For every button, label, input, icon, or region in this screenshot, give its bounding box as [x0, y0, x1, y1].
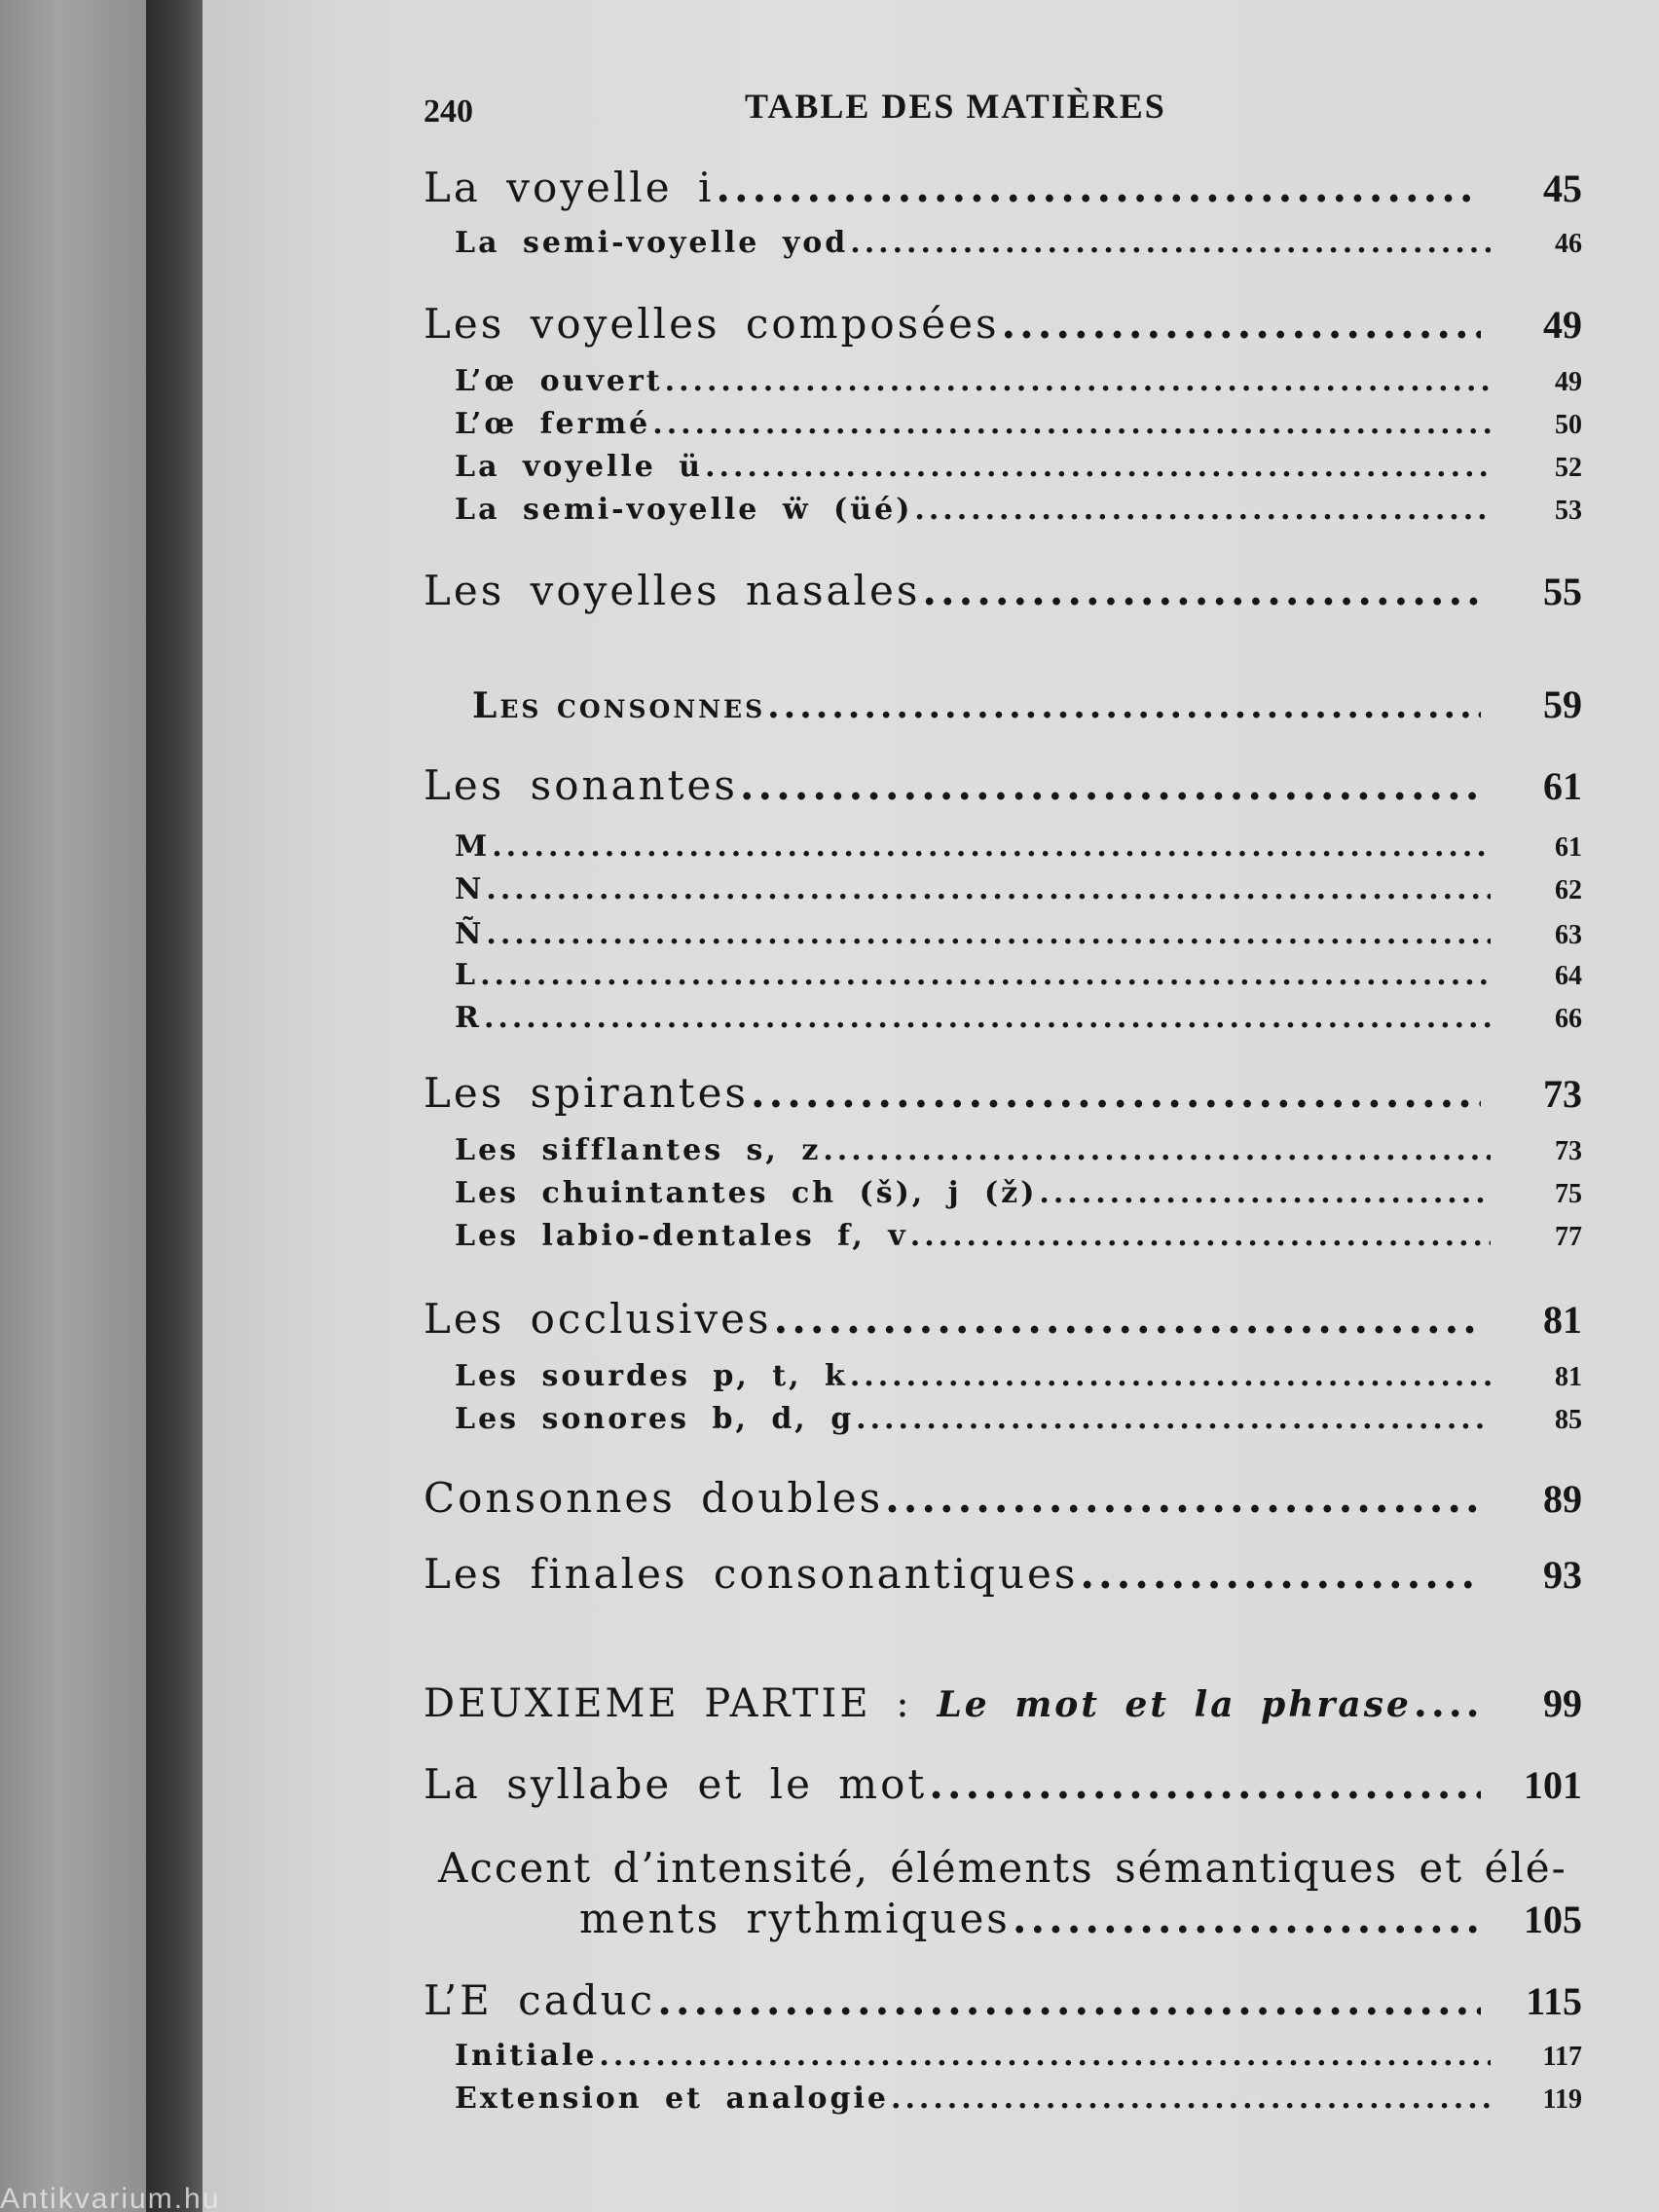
toc-entry-page: 64 [1555, 961, 1582, 991]
toc-entry-initiale[interactable] [455, 2039, 1582, 2073]
dot-leader [657, 1976, 1481, 2024]
toc-entry-voyelle-i[interactable] [424, 164, 1582, 211]
toc-entry-label: Les chuintantes ch (š), j (ž) [455, 1176, 1038, 1210]
toc-entry-r[interactable] [455, 1001, 1582, 1035]
toc-entry-label: N [455, 872, 485, 906]
toc-entry-oe-ferme[interactable] [455, 407, 1582, 441]
dot-leader [850, 226, 1491, 260]
toc-entry-page: 59 [1543, 682, 1582, 726]
dot-leader [705, 450, 1491, 484]
toc-entry-page: 81 [1543, 1298, 1582, 1342]
dot-leader [1080, 1550, 1481, 1598]
toc-entry-occlusives[interactable] [424, 1295, 1582, 1343]
toc-entry-page: 105 [1524, 1898, 1582, 1941]
toc-entry-sonores[interactable] [455, 1402, 1582, 1436]
toc-entry-label: Extension et analogie [455, 2082, 890, 2116]
toc-entry-label: Initiale [455, 2039, 598, 2073]
dot-leader [1414, 1680, 1481, 1726]
dot-leader [1039, 1176, 1491, 1210]
toc-entry-label: Les occlusives [424, 1295, 772, 1343]
toc-entry-label: L’œ ouvert [455, 364, 663, 398]
toc-entry-page: 49 [1543, 303, 1582, 347]
toc-entry-label: Les spirantes [424, 1069, 749, 1117]
dot-leader [1013, 1895, 1481, 1942]
dot-leader [914, 493, 1491, 527]
toc-entry-label: La voyelle ü [455, 450, 704, 484]
toc-entry-voyelle-u[interactable] [455, 450, 1582, 484]
toc-entry-label: L’œ fermé [455, 407, 651, 441]
toc-entry-label: R [455, 1001, 482, 1035]
toc-entry-page: 101 [1524, 1763, 1582, 1807]
toc-entry-page: 61 [1555, 832, 1582, 863]
toc-entry-sonantes[interactable] [424, 761, 1582, 809]
toc-entry-n-tilde[interactable] [455, 917, 1582, 951]
toc-entry-semi-voyelle-yod[interactable] [455, 226, 1582, 260]
dot-leader [480, 958, 1491, 992]
dot-leader [486, 917, 1491, 951]
toc-entry-finales-consonantiques[interactable] [424, 1550, 1582, 1598]
toc-entry-chuintantes[interactable] [455, 1176, 1582, 1210]
toc-entry-page: 89 [1543, 1477, 1582, 1521]
part-title: Le mot et la phrase [937, 1684, 1412, 1725]
toc-entry-page: 77 [1555, 1222, 1582, 1252]
toc-entry-page: 66 [1555, 1004, 1582, 1034]
toc-entry-e-caduc[interactable] [424, 1976, 1582, 2024]
toc-entry-page: 61 [1543, 764, 1582, 808]
toc-entry-label: L’E caduc [424, 1976, 656, 2024]
toc-entry-label: La syllabe et le mot [424, 1760, 928, 1808]
toc-entry-page: 52 [1555, 453, 1582, 483]
part-number: DEUXIEME PARTIE : [424, 1681, 912, 1726]
toc-entry-page: 85 [1555, 1405, 1582, 1435]
toc-entry-page: 81 [1555, 1362, 1582, 1392]
dot-leader [856, 1402, 1491, 1436]
toc-entry-page: 55 [1543, 570, 1582, 613]
toc-entry-label: La semi-voyelle yod [455, 226, 849, 260]
dot-leader [740, 761, 1481, 809]
toc-entry-page: 63 [1555, 920, 1582, 950]
toc-entry-label: ments rythmiques [579, 1895, 1011, 1942]
toc-entry-voyelles-composees[interactable] [424, 300, 1582, 348]
toc-entry-page: 119 [1542, 2084, 1582, 2115]
watermark-text: Antikvarium.hu [0, 2183, 221, 2212]
toc-entry-label: L [455, 958, 479, 992]
dot-leader [767, 685, 1481, 726]
toc-entry-label: Les voyelles composées [424, 300, 1000, 348]
dot-leader [492, 830, 1491, 864]
dot-leader [484, 1001, 1491, 1035]
toc-part-deuxieme-partie[interactable] [424, 1680, 1582, 1726]
dot-leader [599, 2039, 1491, 2073]
dot-leader [922, 567, 1481, 614]
toc-entry-label: Ñ [455, 917, 485, 951]
dot-leader [716, 164, 1481, 211]
toc-entry-oe-ouvert[interactable] [455, 364, 1582, 398]
book-spine [0, 0, 146, 2212]
page-title: TABLE DES MATIÈRES [745, 87, 1166, 126]
toc-entry-m[interactable] [455, 830, 1582, 864]
toc-entry-label: La voyelle i [424, 164, 715, 211]
dot-leader [751, 1069, 1481, 1117]
dot-leader [885, 1474, 1481, 1522]
toc-entry-accent-line1[interactable]: Accent d’intensité, éléments sémantiques et élé- [438, 1844, 1567, 1892]
toc-entry-page: 73 [1543, 1072, 1582, 1116]
toc-entry-sourdes[interactable] [455, 1359, 1582, 1393]
toc-entry-page: 93 [1543, 1553, 1582, 1597]
toc-entry-consonnes-doubles[interactable] [424, 1474, 1582, 1522]
toc-entry-page: 45 [1543, 166, 1582, 210]
dot-leader [774, 1295, 1481, 1343]
toc-entry-page: 117 [1542, 2042, 1582, 2072]
toc-entry-label: M [455, 830, 491, 864]
toc-section-label: Les consonnes [472, 685, 766, 726]
dot-leader [1002, 300, 1482, 348]
toc-entry-spirantes[interactable] [424, 1069, 1582, 1117]
dot-leader [665, 364, 1491, 398]
toc-entry-label: Consonnes doubles [424, 1474, 884, 1522]
dot-leader [910, 1219, 1491, 1253]
dot-leader [652, 407, 1491, 441]
toc-entry-label: Les sifflantes s, z [455, 1133, 822, 1167]
toc-entry-label: Les labio-dentales f, v [455, 1219, 908, 1253]
dot-leader [823, 1133, 1491, 1167]
toc-entry-extension[interactable] [455, 2082, 1582, 2116]
toc-entry-voyelles-nasales[interactable] [424, 567, 1582, 614]
toc-entry-page: 73 [1555, 1136, 1582, 1166]
toc-entry-page: 46 [1555, 229, 1582, 259]
toc-entry-page: 99 [1543, 1681, 1582, 1725]
toc-entry-labio-dentales[interactable] [455, 1219, 1582, 1253]
toc-section-consonnes[interactable] [472, 682, 1582, 727]
toc-entry-sifflantes[interactable] [455, 1133, 1582, 1167]
toc-entry-page: 62 [1555, 875, 1582, 905]
toc-entry-semi-voyelle-w[interactable] [455, 493, 1582, 527]
toc-entry-l[interactable] [455, 958, 1582, 992]
page-number: 240 [424, 93, 473, 129]
table-of-contents [424, 0, 1592, 2212]
toc-entry-page: 53 [1555, 496, 1582, 526]
dot-leader [891, 2082, 1491, 2116]
toc-entry-label: La semi-voyelle ẅ (üé) [455, 493, 913, 527]
page-gutter-shadow [146, 0, 203, 2212]
dot-leader [929, 1760, 1481, 1808]
toc-entry-accent[interactable] [579, 1895, 1582, 1942]
toc-part-label [424, 1681, 1412, 1726]
toc-entry-label: Les sonantes [424, 761, 738, 809]
toc-entry-page: 49 [1555, 367, 1582, 397]
dot-leader [486, 872, 1491, 906]
dot-leader [850, 1359, 1491, 1393]
toc-entry-label: Les sonores b, d, g [455, 1402, 855, 1436]
toc-entry-syllabe[interactable] [424, 1760, 1582, 1808]
toc-entry-page: 115 [1526, 1979, 1582, 2023]
toc-entry-page: 75 [1555, 1179, 1582, 1209]
toc-entry-label: Les sourdes p, t, k [455, 1359, 848, 1393]
toc-entry-page: 50 [1555, 410, 1582, 440]
toc-entry-label: Les voyelles nasales [424, 567, 921, 614]
toc-entry-n[interactable] [455, 872, 1582, 906]
toc-entry-label: Les finales consonantiques [424, 1550, 1079, 1598]
